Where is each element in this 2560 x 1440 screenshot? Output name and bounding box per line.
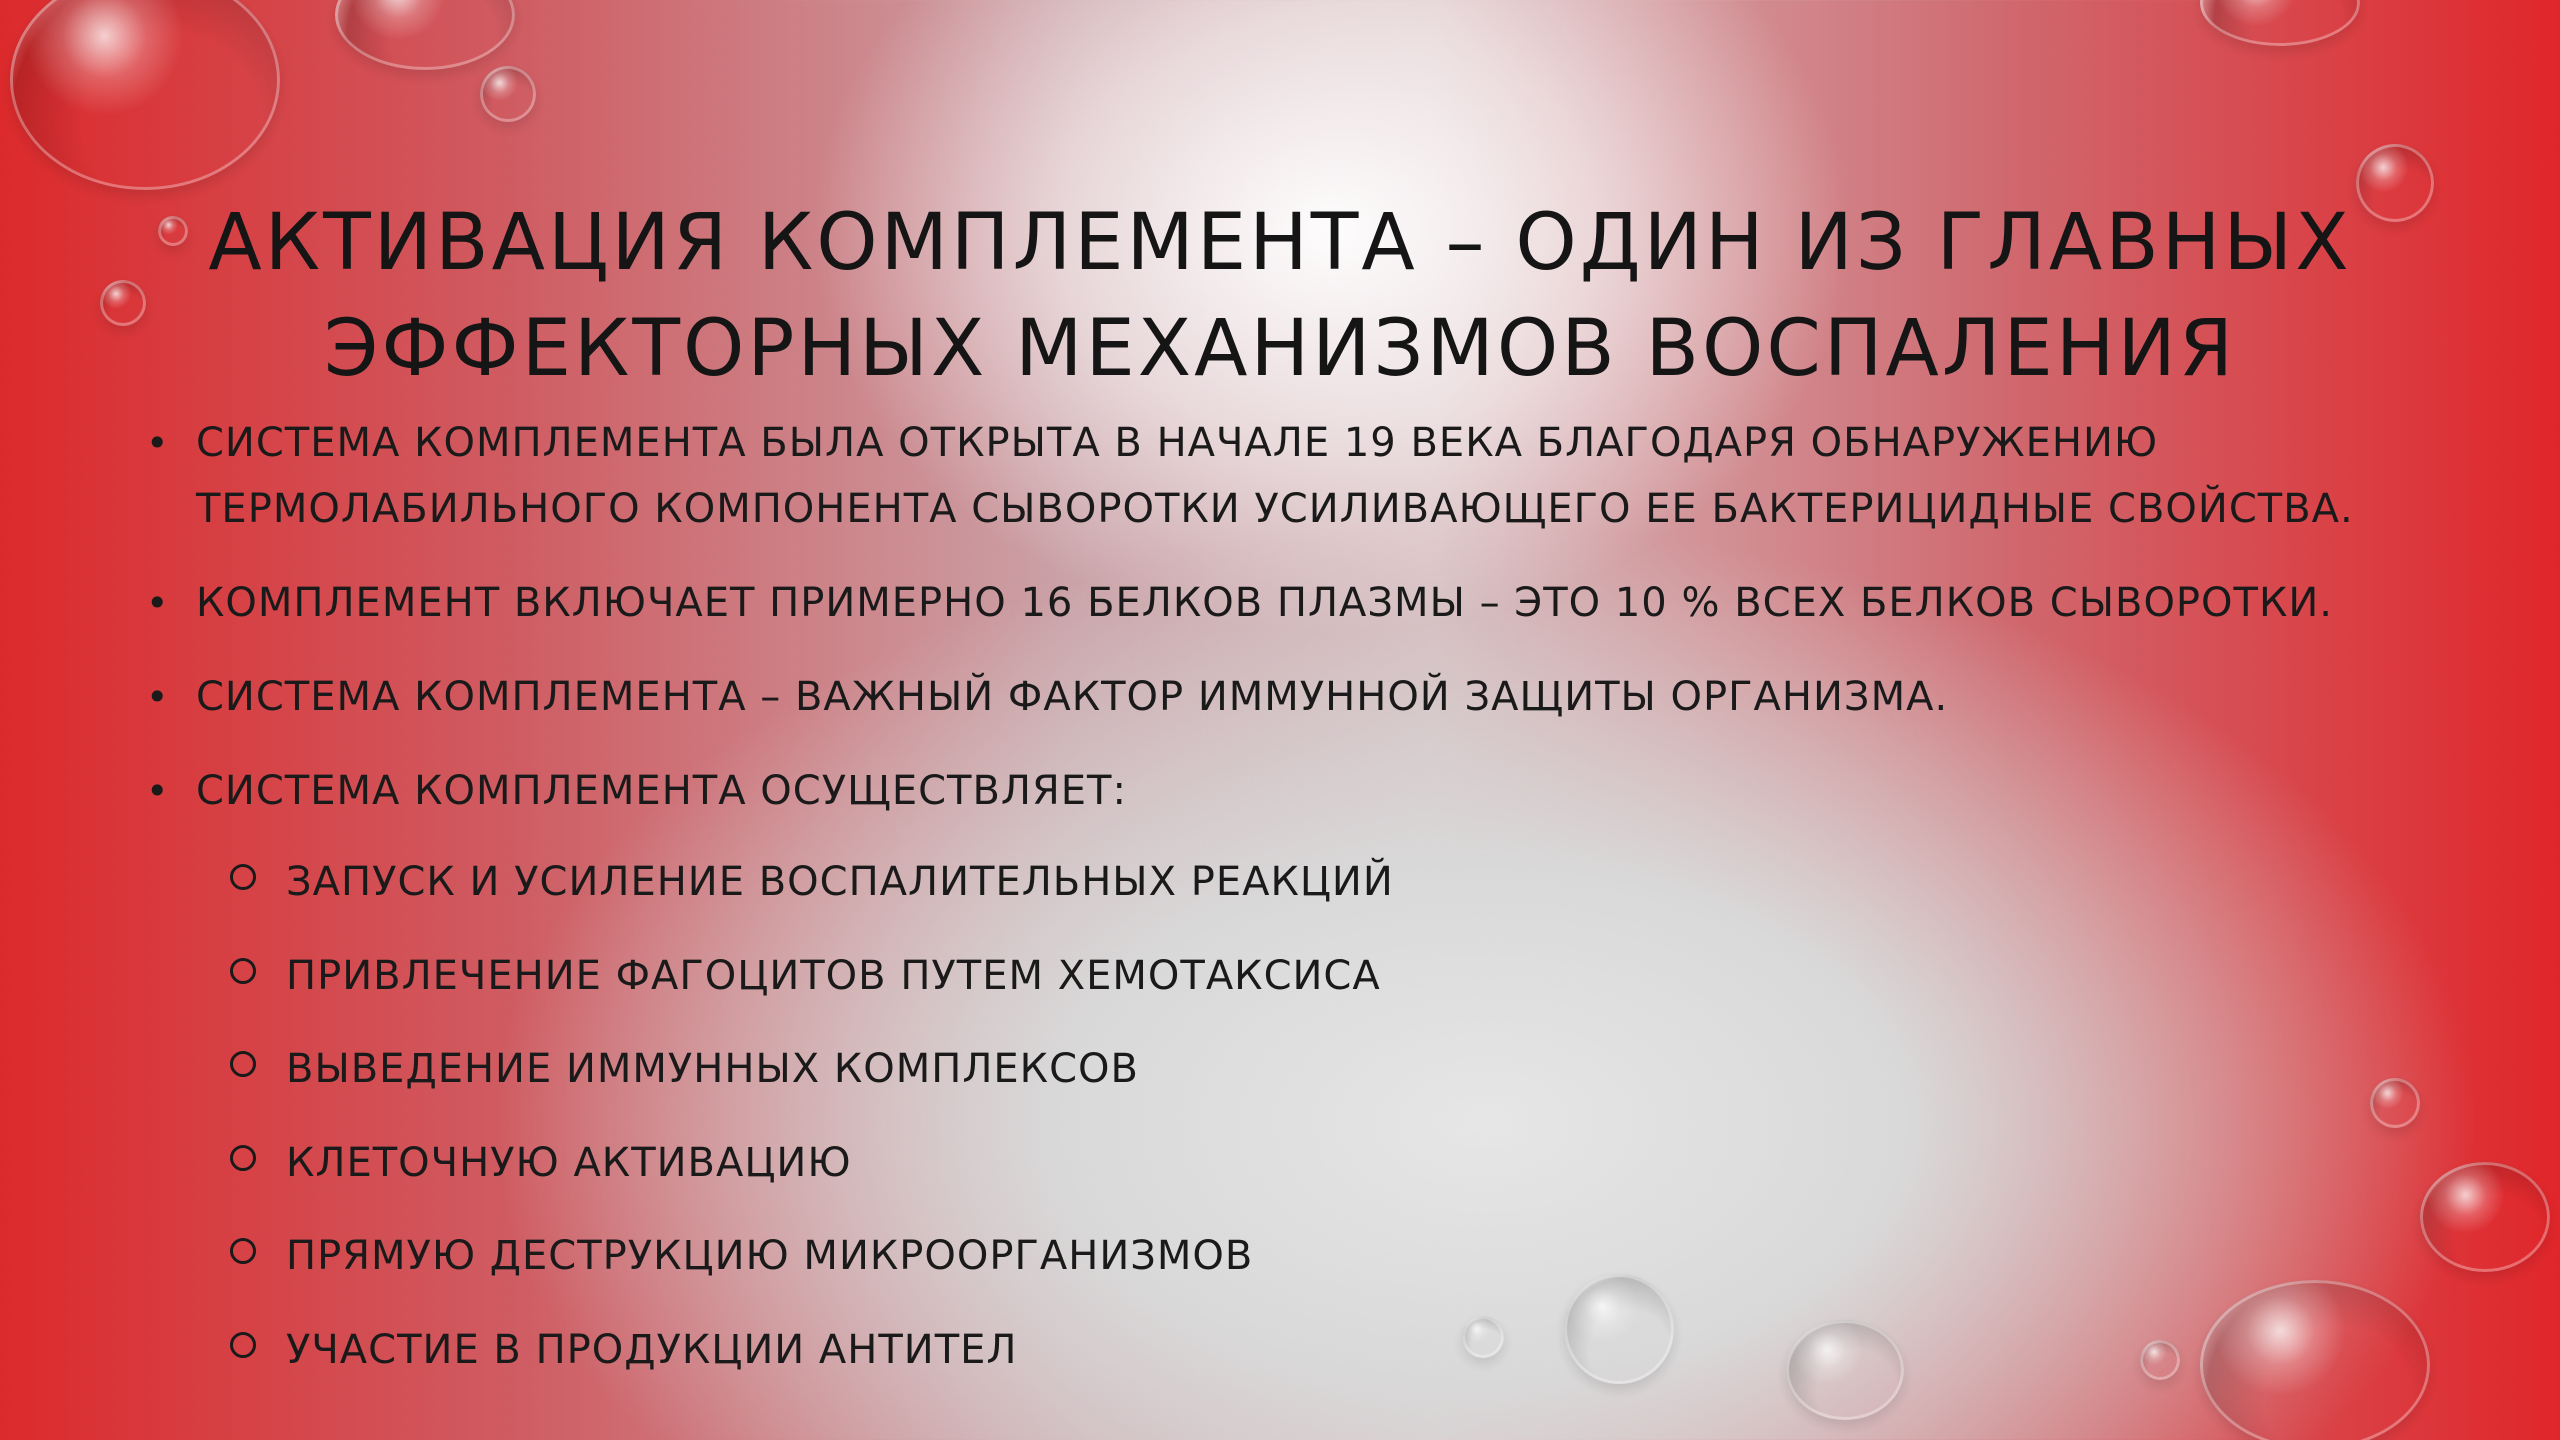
sub-bullet-item [230, 1320, 2230, 1380]
bullet-text: СИСТЕМА КОМПЛЕМЕНТА БЫЛА ОТКРЫТА В НАЧАЛЕ 19 ВЕКА БЛАГОДАРЯ ОБНАРУЖЕНИЮ [196, 420, 2159, 466]
water-drop-icon [2420, 1162, 2550, 1272]
circle-bullet-icon [230, 1332, 256, 1358]
title-line-1: АКТИВАЦИЯ КОМПЛЕМЕНТА – ОДИН ИЗ ГЛАВНЫХ [208, 198, 2352, 288]
slide-title [140, 190, 2420, 402]
sub-bullet-text: ВЫВЕДЕНИЕ ИММУННЫХ КОМПЛЕКСОВ [286, 1046, 1139, 1092]
title-line-2: ЭФФЕКТОРНЫХ МЕХАНИЗМОВ ВОСПАЛЕНИЯ [323, 304, 2237, 394]
bullet-text: КОМПЛЕМЕНТ ВКЛЮЧАЕТ ПРИМЕРНО 16 БЕЛКОВ ПЛАЗМЫ – ЭТО 10 % ВСЕХ БЕЛКОВ СЫВОРОТКИ. [196, 580, 2334, 626]
sub-bullet-item [230, 852, 2230, 912]
bullet-marker: • [146, 581, 170, 625]
sub-bullet-item [230, 1226, 2230, 1286]
sub-bullet-item [230, 1039, 2230, 1099]
circle-bullet-icon [230, 1238, 256, 1264]
sub-bullet-text: ПРИВЛЕЧЕНИЕ ФАГОЦИТОВ ПУТЕМ ХЕМОТАКСИСА [286, 952, 1381, 999]
circle-bullet-icon [230, 958, 256, 984]
bullet-list [140, 410, 2440, 852]
sub-bullet-text: УЧАСТИЕ В ПРОДУКЦИИ АНТИТЕЛ [286, 1326, 1018, 1373]
bullet-marker: • [146, 421, 170, 465]
bullet-text-continuation: ТЕРМОЛАБИЛЬНОГО КОМПОНЕНТА СЫВОРОТКИ УСИЛИВАЮЩЕГО ЕЕ БАКТЕРИЦИДНЫЕ СВОЙСТВА. [196, 486, 2354, 532]
circle-bullet-icon [230, 1051, 256, 1077]
circle-bullet-icon [230, 1145, 256, 1171]
water-drop-icon [2200, 1280, 2430, 1440]
water-drop-icon [10, 0, 280, 190]
bullet-text: СИСТЕМА КОМПЛЕМЕНТА – ВАЖНЫЙ ФАКТОР ИММУННОЙ ЗАЩИТЫ ОРГАНИЗМА. [196, 674, 1949, 720]
sub-bullet-list [230, 852, 2230, 1413]
bullet-item [140, 758, 2440, 824]
bullet-item [140, 570, 2440, 636]
water-drop-icon [2370, 1078, 2420, 1128]
sub-bullet-text: ЗАПУСК И УСИЛЕНИЕ ВОСПАЛИТЕЛЬНЫХ РЕАКЦИЙ [286, 859, 1394, 905]
water-drop-icon [480, 66, 536, 122]
sub-bullet-item [230, 946, 2230, 1006]
bullet-marker: • [146, 769, 170, 813]
sub-bullet-item [230, 1133, 2230, 1193]
water-drop-icon [2200, 0, 2360, 46]
water-drop-icon [335, 0, 515, 70]
circle-bullet-icon [230, 864, 256, 890]
bullet-item [140, 664, 2440, 730]
bullet-marker: • [146, 675, 170, 719]
sub-bullet-text: ПРЯМУЮ ДЕСТРУКЦИЮ МИКРООРГАНИЗМОВ [286, 1233, 1254, 1279]
sub-bullet-text: КЛЕТОЧНУЮ АКТИВАЦИЮ [286, 1139, 852, 1186]
bullet-item [140, 410, 2440, 542]
bullet-text: СИСТЕМА КОМПЛЕМЕНТА ОСУЩЕСТВЛЯЕТ: [196, 768, 1127, 814]
